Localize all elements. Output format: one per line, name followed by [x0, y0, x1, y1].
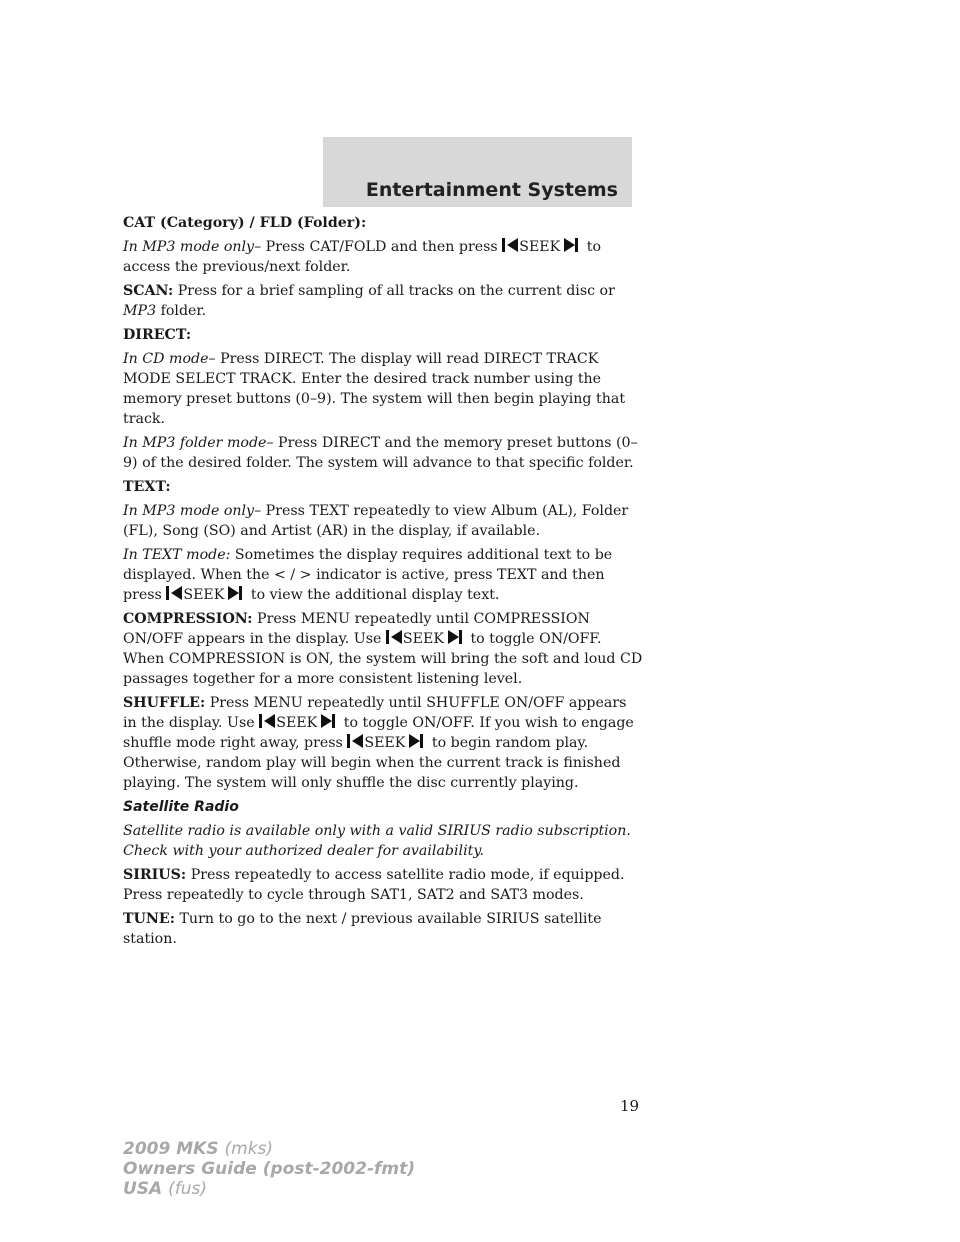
seek-back-icon — [391, 630, 402, 644]
compression-paragraph — [123, 609, 643, 689]
shuffle-paragraph — [123, 693, 643, 793]
seek-forward-bar-icon — [332, 714, 335, 728]
cat-text-2: to access the previous/next folder. — [123, 239, 602, 275]
satellite-heading: Satellite Radio — [123, 799, 239, 815]
seek-forward-bar-icon — [239, 586, 242, 600]
compression-text-2: to toggle ON/OFF. When COMPRESSION is ON, the system will bring the soft and loud CD passages together for a more consistent listening level. — [123, 631, 643, 687]
seek-back-icon — [171, 586, 182, 600]
footer-line-1 — [123, 1139, 415, 1159]
section-title: Entertainment Systems — [365, 179, 618, 201]
seek-back-bar-icon — [166, 586, 169, 600]
footer-model-code: (mks) — [224, 1139, 274, 1159]
seek-back-bar-icon — [502, 238, 505, 252]
document-footer — [123, 1139, 415, 1199]
seek-back-icon — [507, 238, 518, 252]
seek-label: SEEK — [519, 239, 561, 255]
scan-mp3: MP3 — [123, 303, 157, 319]
shuffle-label: SHUFFLE: — [123, 695, 206, 711]
seek-back-icon — [264, 714, 275, 728]
shuffle-text-2: to toggle ON/OFF. If you wish to engage shuffle mode right away, press — [123, 715, 634, 751]
footer-line-2: Owners Guide (post-2002-fmt) — [123, 1159, 416, 1179]
direct-heading: DIRECT: — [123, 327, 192, 343]
text-mp3-text: – Press TEXT repeatedly to view Album (AL), Folder (FL), Song (SO) and Artist (AR) in the display, if available. — [123, 503, 629, 539]
text-mp3-lead: In MP3 mode only — [123, 503, 255, 519]
direct-cd-paragraph — [123, 349, 643, 429]
direct-mp3-lead: In MP3 folder mode — [123, 435, 267, 451]
page-number: 19 — [620, 1097, 640, 1115]
seek-label: SEEK — [364, 735, 406, 751]
text-mode-paragraph — [123, 545, 643, 605]
tune-label: TUNE: — [123, 911, 175, 927]
tune-text: Turn to go to the next / previous available SIRIUS satellite station. — [123, 911, 602, 947]
seek-back-bar-icon — [259, 714, 262, 728]
seek-control — [347, 735, 427, 751]
footer-model: 2009 MKS — [123, 1139, 219, 1159]
footer-market-code: (fus) — [168, 1179, 208, 1199]
sirius-paragraph — [123, 865, 643, 905]
sirius-text: Press repeatedly to access satellite radio mode, if equipped. Press repeatedly to cycle through SAT1, SAT2 and SAT3 modes. — [123, 867, 625, 903]
seek-label: SEEK — [183, 587, 225, 603]
seek-label: SEEK — [402, 631, 444, 647]
shuffle-text-3: to begin random play. Otherwise, random play will begin when the current track is finished playing. The system will only shuffle the disc currently playing. — [123, 735, 621, 791]
direct-mp3-paragraph — [123, 433, 643, 473]
tune-paragraph — [123, 909, 643, 949]
text-heading: TEXT: — [123, 479, 171, 495]
compression-label: COMPRESSION: — [123, 611, 253, 627]
seek-forward-icon — [228, 586, 239, 600]
seek-forward-icon — [564, 238, 575, 252]
sirius-label: SIRIUS: — [123, 867, 187, 883]
seek-forward-bar-icon — [575, 238, 578, 252]
seek-forward-icon — [321, 714, 332, 728]
cat-paragraph — [123, 237, 643, 277]
seek-forward-icon — [448, 630, 459, 644]
direct-mp3-text: – Press DIRECT and the memory preset buttons (0–9) of the desired folder. The system will advance to that specific folder. — [123, 435, 638, 471]
cat-text-1: – Press CAT/FOLD and then press — [254, 239, 498, 255]
scan-text-2: folder. — [156, 303, 207, 319]
direct-cd-text: – Press DIRECT. The display will read DIRECT TRACK MODE SELECT TRACK. Enter the desired track number using the memory preset buttons (0–9). The system will then begin playing that track. — [123, 351, 626, 427]
text-mp3-paragraph — [123, 501, 643, 541]
scan-label: SCAN: — [123, 283, 174, 299]
footer-line-3 — [123, 1179, 415, 1199]
satellite-note: Satellite radio is available only with a valid SIRIUS radio subscription. Check with your authorized dealer for availability. — [123, 823, 631, 859]
seek-control — [386, 631, 466, 647]
footer-market: USA — [123, 1179, 163, 1199]
scan-paragraph — [123, 281, 643, 321]
section-header-band — [323, 137, 632, 207]
seek-control — [502, 239, 582, 255]
shuffle-text-1: Press MENU repeatedly until SHUFFLE ON/OFF appears in the display. Use — [123, 695, 627, 731]
direct-cd-lead: In CD mode — [123, 351, 209, 367]
seek-forward-icon — [409, 734, 420, 748]
text-mode-text: Sometimes the display requires additional text to be displayed. When the < / > indicator is active, press TEXT and then press — [123, 547, 613, 603]
compression-text-1: Press MENU repeatedly until COMPRESSION ON/OFF appears in the display. Use — [123, 611, 590, 647]
scan-text: Press for a brief sampling of all tracks on the current disc or — [177, 283, 615, 299]
cat-heading: CAT (Category) / FLD (Folder): — [123, 215, 367, 231]
manual-content — [123, 213, 643, 953]
seek-control — [166, 587, 246, 603]
seek-back-bar-icon — [386, 630, 389, 644]
seek-back-bar-icon — [347, 734, 350, 748]
text-mode-text-2: to view the additional display text. — [250, 587, 500, 603]
seek-back-icon — [352, 734, 363, 748]
seek-forward-bar-icon — [420, 734, 423, 748]
seek-forward-bar-icon — [459, 630, 462, 644]
seek-control — [259, 715, 339, 731]
seek-label: SEEK — [276, 715, 318, 731]
text-mode-lead: In TEXT mode: — [123, 547, 231, 563]
cat-lead: In MP3 mode only — [123, 239, 255, 255]
